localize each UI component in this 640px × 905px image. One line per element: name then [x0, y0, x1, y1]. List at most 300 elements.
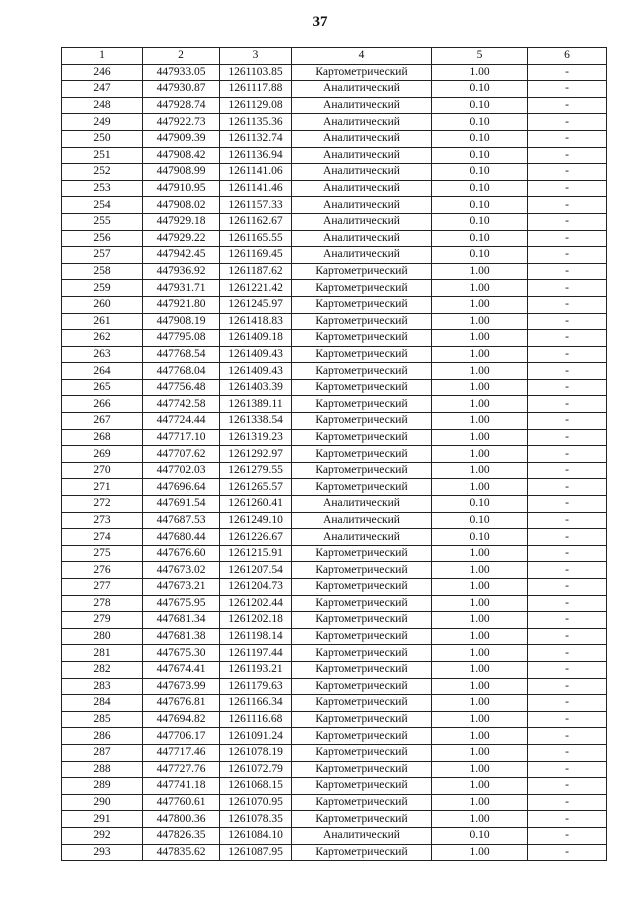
x-coordinate-cell: 447727.76 — [143, 761, 220, 778]
accuracy-cell: 1.00 — [432, 562, 528, 579]
accuracy-cell: 1.00 — [432, 678, 528, 695]
x-coordinate-cell: 447826.35 — [143, 827, 220, 844]
note-cell: - — [528, 263, 607, 280]
accuracy-cell: 1.00 — [432, 280, 528, 297]
y-coordinate-cell: 1261136.94 — [220, 147, 292, 164]
accuracy-cell: 1.00 — [432, 579, 528, 596]
accuracy-cell: 1.00 — [432, 661, 528, 678]
note-cell: - — [528, 213, 607, 230]
y-coordinate-cell: 1261198.14 — [220, 628, 292, 645]
method-cell: Картометрический — [292, 562, 432, 579]
accuracy-cell: 1.00 — [432, 778, 528, 795]
table-row — [62, 130, 607, 147]
point-number-cell: 279 — [62, 612, 143, 629]
x-coordinate-cell: 447742.58 — [143, 396, 220, 413]
point-number-cell: 250 — [62, 130, 143, 147]
accuracy-cell: 1.00 — [432, 761, 528, 778]
method-cell: Аналитический — [292, 147, 432, 164]
accuracy-cell: 0.10 — [432, 529, 528, 546]
table-row — [62, 413, 607, 430]
method-cell: Картометрический — [292, 761, 432, 778]
note-cell: - — [528, 778, 607, 795]
table-row — [62, 562, 607, 579]
table-row — [62, 313, 607, 330]
method-cell: Аналитический — [292, 130, 432, 147]
y-coordinate-cell: 1261162.67 — [220, 213, 292, 230]
table-header-row — [62, 48, 607, 65]
y-coordinate-cell: 1261389.11 — [220, 396, 292, 413]
accuracy-cell: 0.10 — [432, 230, 528, 247]
accuracy-cell: 1.00 — [432, 462, 528, 479]
x-coordinate-cell: 447931.71 — [143, 280, 220, 297]
note-cell: - — [528, 164, 607, 181]
table-row — [62, 363, 607, 380]
accuracy-cell: 1.00 — [432, 429, 528, 446]
column-header: 1 — [62, 48, 143, 65]
table-row — [62, 396, 607, 413]
table-row — [62, 545, 607, 562]
note-cell: - — [528, 579, 607, 596]
y-coordinate-cell: 1261129.08 — [220, 97, 292, 114]
y-coordinate-cell: 1261072.79 — [220, 761, 292, 778]
x-coordinate-cell: 447908.42 — [143, 147, 220, 164]
accuracy-cell: 0.10 — [432, 197, 528, 214]
method-cell: Картометрический — [292, 744, 432, 761]
y-coordinate-cell: 1261068.15 — [220, 778, 292, 795]
x-coordinate-cell: 447687.53 — [143, 512, 220, 529]
method-cell: Картометрический — [292, 678, 432, 695]
method-cell: Аналитический — [292, 529, 432, 546]
accuracy-cell: 1.00 — [432, 744, 528, 761]
accuracy-cell: 1.00 — [432, 545, 528, 562]
accuracy-cell: 1.00 — [432, 794, 528, 811]
point-number-cell: 281 — [62, 645, 143, 662]
y-coordinate-cell: 1261418.83 — [220, 313, 292, 330]
note-cell: - — [528, 562, 607, 579]
table-row — [62, 844, 607, 861]
method-cell: Картометрический — [292, 313, 432, 330]
table-row — [62, 711, 607, 728]
x-coordinate-cell: 447921.80 — [143, 296, 220, 313]
accuracy-cell: 0.10 — [432, 147, 528, 164]
table-row — [62, 744, 607, 761]
method-cell: Картометрический — [292, 346, 432, 363]
point-number-cell: 248 — [62, 97, 143, 114]
x-coordinate-cell: 447676.81 — [143, 695, 220, 712]
x-coordinate-cell: 447908.02 — [143, 197, 220, 214]
x-coordinate-cell: 447673.21 — [143, 579, 220, 596]
x-coordinate-cell: 447674.41 — [143, 661, 220, 678]
table-row — [62, 595, 607, 612]
table-row — [62, 778, 607, 795]
x-coordinate-cell: 447676.60 — [143, 545, 220, 562]
point-number-cell: 271 — [62, 479, 143, 496]
accuracy-cell: 1.00 — [432, 379, 528, 396]
method-cell: Картометрический — [292, 645, 432, 662]
x-coordinate-cell: 447673.99 — [143, 678, 220, 695]
table-row — [62, 247, 607, 264]
note-cell: - — [528, 197, 607, 214]
note-cell: - — [528, 313, 607, 330]
method-cell: Картометрический — [292, 379, 432, 396]
x-coordinate-cell: 447694.82 — [143, 711, 220, 728]
note-cell: - — [528, 728, 607, 745]
method-cell: Картометрический — [292, 64, 432, 81]
note-cell: - — [528, 744, 607, 761]
table-row — [62, 296, 607, 313]
x-coordinate-cell: 447930.87 — [143, 81, 220, 98]
y-coordinate-cell: 1261084.10 — [220, 827, 292, 844]
x-coordinate-cell: 447706.17 — [143, 728, 220, 745]
accuracy-cell: 1.00 — [432, 479, 528, 496]
x-coordinate-cell: 447681.34 — [143, 612, 220, 629]
point-number-cell: 266 — [62, 396, 143, 413]
method-cell: Аналитический — [292, 496, 432, 513]
note-cell: - — [528, 794, 607, 811]
x-coordinate-cell: 447691.54 — [143, 496, 220, 513]
method-cell: Картометрический — [292, 429, 432, 446]
y-coordinate-cell: 1261215.91 — [220, 545, 292, 562]
column-header: 4 — [292, 48, 432, 65]
accuracy-cell: 1.00 — [432, 728, 528, 745]
y-coordinate-cell: 1261141.06 — [220, 164, 292, 181]
table-row — [62, 794, 607, 811]
method-cell: Картометрический — [292, 661, 432, 678]
method-cell: Картометрический — [292, 446, 432, 463]
accuracy-cell: 0.10 — [432, 130, 528, 147]
accuracy-cell: 1.00 — [432, 396, 528, 413]
note-cell: - — [528, 147, 607, 164]
method-cell: Аналитический — [292, 827, 432, 844]
x-coordinate-cell: 447800.36 — [143, 811, 220, 828]
accuracy-cell: 1.00 — [432, 711, 528, 728]
note-cell: - — [528, 512, 607, 529]
method-cell: Картометрический — [292, 462, 432, 479]
point-number-cell: 292 — [62, 827, 143, 844]
x-coordinate-cell: 447741.18 — [143, 778, 220, 795]
method-cell: Картометрический — [292, 396, 432, 413]
point-number-cell: 283 — [62, 678, 143, 695]
table-row — [62, 529, 607, 546]
y-coordinate-cell: 1261132.74 — [220, 130, 292, 147]
x-coordinate-cell: 447908.99 — [143, 164, 220, 181]
page-number: 37 — [312, 14, 328, 30]
note-cell: - — [528, 446, 607, 463]
note-cell: - — [528, 379, 607, 396]
x-coordinate-cell: 447756.48 — [143, 379, 220, 396]
accuracy-cell: 1.00 — [432, 844, 528, 861]
table-row — [62, 330, 607, 347]
point-number-cell: 254 — [62, 197, 143, 214]
table-row — [62, 728, 607, 745]
x-coordinate-cell: 447835.62 — [143, 844, 220, 861]
point-number-cell: 273 — [62, 512, 143, 529]
method-cell: Картометрический — [292, 778, 432, 795]
note-cell: - — [528, 844, 607, 861]
method-cell: Картометрический — [292, 844, 432, 861]
x-coordinate-cell: 447929.22 — [143, 230, 220, 247]
column-header: 5 — [432, 48, 528, 65]
point-number-cell: 277 — [62, 579, 143, 596]
x-coordinate-cell: 447768.54 — [143, 346, 220, 363]
point-number-cell: 253 — [62, 180, 143, 197]
accuracy-cell: 1.00 — [432, 346, 528, 363]
coordinates-table — [61, 47, 607, 861]
table-row — [62, 379, 607, 396]
method-cell: Картометрический — [292, 330, 432, 347]
note-cell: - — [528, 97, 607, 114]
method-cell: Аналитический — [292, 97, 432, 114]
table-row — [62, 678, 607, 695]
accuracy-cell: 0.10 — [432, 180, 528, 197]
column-header: 6 — [528, 48, 607, 65]
x-coordinate-cell: 447928.74 — [143, 97, 220, 114]
note-cell: - — [528, 612, 607, 629]
table-row — [62, 147, 607, 164]
table-row — [62, 496, 607, 513]
method-cell: Картометрический — [292, 811, 432, 828]
accuracy-cell: 0.10 — [432, 114, 528, 131]
point-number-cell: 290 — [62, 794, 143, 811]
accuracy-cell: 1.00 — [432, 296, 528, 313]
method-cell: Аналитический — [292, 114, 432, 131]
method-cell: Картометрический — [292, 280, 432, 297]
table-row — [62, 761, 607, 778]
note-cell: - — [528, 811, 607, 828]
x-coordinate-cell: 447681.38 — [143, 628, 220, 645]
y-coordinate-cell: 1261197.44 — [220, 645, 292, 662]
point-number-cell: 262 — [62, 330, 143, 347]
method-cell: Картометрический — [292, 263, 432, 280]
y-coordinate-cell: 1261091.24 — [220, 728, 292, 745]
method-cell: Картометрический — [292, 479, 432, 496]
y-coordinate-cell: 1261245.97 — [220, 296, 292, 313]
method-cell: Аналитический — [292, 180, 432, 197]
note-cell: - — [528, 346, 607, 363]
note-cell: - — [528, 396, 607, 413]
point-number-cell: 256 — [62, 230, 143, 247]
x-coordinate-cell: 447922.73 — [143, 114, 220, 131]
point-number-cell: 264 — [62, 363, 143, 380]
table-row — [62, 197, 607, 214]
accuracy-cell: 1.00 — [432, 64, 528, 81]
point-number-cell: 274 — [62, 529, 143, 546]
note-cell: - — [528, 130, 607, 147]
point-number-cell: 282 — [62, 661, 143, 678]
x-coordinate-cell: 447675.30 — [143, 645, 220, 662]
method-cell: Аналитический — [292, 164, 432, 181]
accuracy-cell: 0.10 — [432, 97, 528, 114]
note-cell: - — [528, 81, 607, 98]
y-coordinate-cell: 1261221.42 — [220, 280, 292, 297]
table-row — [62, 661, 607, 678]
y-coordinate-cell: 1261292.97 — [220, 446, 292, 463]
method-cell: Аналитический — [292, 197, 432, 214]
point-number-cell: 249 — [62, 114, 143, 131]
accuracy-cell: 1.00 — [432, 645, 528, 662]
table-body — [62, 64, 607, 861]
table-row — [62, 628, 607, 645]
accuracy-cell: 1.00 — [432, 330, 528, 347]
point-number-cell: 269 — [62, 446, 143, 463]
method-cell: Аналитический — [292, 512, 432, 529]
point-number-cell: 255 — [62, 213, 143, 230]
table-row — [62, 612, 607, 629]
table-row — [62, 64, 607, 81]
y-coordinate-cell: 1261403.39 — [220, 379, 292, 396]
x-coordinate-cell: 447680.44 — [143, 529, 220, 546]
x-coordinate-cell: 447702.03 — [143, 462, 220, 479]
point-number-cell: 259 — [62, 280, 143, 297]
accuracy-cell: 1.00 — [432, 313, 528, 330]
point-number-cell: 257 — [62, 247, 143, 264]
method-cell: Аналитический — [292, 213, 432, 230]
x-coordinate-cell: 447760.61 — [143, 794, 220, 811]
note-cell: - — [528, 595, 607, 612]
note-cell: - — [528, 496, 607, 513]
y-coordinate-cell: 1261409.43 — [220, 346, 292, 363]
note-cell: - — [528, 827, 607, 844]
accuracy-cell: 1.00 — [432, 595, 528, 612]
y-coordinate-cell: 1261141.46 — [220, 180, 292, 197]
point-number-cell: 270 — [62, 462, 143, 479]
point-number-cell: 272 — [62, 496, 143, 513]
note-cell: - — [528, 761, 607, 778]
table-row — [62, 695, 607, 712]
note-cell: - — [528, 661, 607, 678]
table-row — [62, 213, 607, 230]
y-coordinate-cell: 1261187.62 — [220, 263, 292, 280]
point-number-cell: 284 — [62, 695, 143, 712]
table-row — [62, 81, 607, 98]
point-number-cell: 265 — [62, 379, 143, 396]
table-row — [62, 263, 607, 280]
y-coordinate-cell: 1261087.95 — [220, 844, 292, 861]
method-cell: Картометрический — [292, 695, 432, 712]
accuracy-cell: 0.10 — [432, 164, 528, 181]
note-cell: - — [528, 114, 607, 131]
method-cell: Картометрический — [292, 628, 432, 645]
accuracy-cell: 0.10 — [432, 827, 528, 844]
table-row — [62, 164, 607, 181]
x-coordinate-cell: 447942.45 — [143, 247, 220, 264]
table-row — [62, 97, 607, 114]
x-coordinate-cell: 447936.92 — [143, 263, 220, 280]
accuracy-cell: 1.00 — [432, 612, 528, 629]
x-coordinate-cell: 447717.46 — [143, 744, 220, 761]
y-coordinate-cell: 1261117.88 — [220, 81, 292, 98]
point-number-cell: 286 — [62, 728, 143, 745]
table-row — [62, 180, 607, 197]
x-coordinate-cell: 447717.10 — [143, 429, 220, 446]
point-number-cell: 263 — [62, 346, 143, 363]
point-number-cell: 258 — [62, 263, 143, 280]
x-coordinate-cell: 447768.04 — [143, 363, 220, 380]
table-row — [62, 512, 607, 529]
table-row — [62, 462, 607, 479]
y-coordinate-cell: 1261202.18 — [220, 612, 292, 629]
accuracy-cell: 0.10 — [432, 213, 528, 230]
point-number-cell: 252 — [62, 164, 143, 181]
method-cell: Аналитический — [292, 81, 432, 98]
x-coordinate-cell: 447675.95 — [143, 595, 220, 612]
y-coordinate-cell: 1261169.45 — [220, 247, 292, 264]
accuracy-cell: 0.10 — [432, 496, 528, 513]
x-coordinate-cell: 447795.08 — [143, 330, 220, 347]
column-header: 3 — [220, 48, 292, 65]
accuracy-cell: 1.00 — [432, 413, 528, 430]
point-number-cell: 261 — [62, 313, 143, 330]
table-row — [62, 346, 607, 363]
x-coordinate-cell: 447908.19 — [143, 313, 220, 330]
y-coordinate-cell: 1261078.35 — [220, 811, 292, 828]
table-row — [62, 645, 607, 662]
note-cell: - — [528, 479, 607, 496]
note-cell: - — [528, 330, 607, 347]
x-coordinate-cell: 447933.05 — [143, 64, 220, 81]
note-cell: - — [528, 645, 607, 662]
method-cell: Картометрический — [292, 296, 432, 313]
note-cell: - — [528, 247, 607, 264]
accuracy-cell: 1.00 — [432, 628, 528, 645]
note-cell: - — [528, 180, 607, 197]
x-coordinate-cell: 447910.95 — [143, 180, 220, 197]
y-coordinate-cell: 1261204.73 — [220, 579, 292, 596]
accuracy-cell: 1.00 — [432, 695, 528, 712]
y-coordinate-cell: 1261179.63 — [220, 678, 292, 695]
accuracy-cell: 1.00 — [432, 363, 528, 380]
y-coordinate-cell: 1261165.55 — [220, 230, 292, 247]
note-cell: - — [528, 529, 607, 546]
x-coordinate-cell: 447909.39 — [143, 130, 220, 147]
y-coordinate-cell: 1261103.85 — [220, 64, 292, 81]
table-row — [62, 579, 607, 596]
y-coordinate-cell: 1261116.68 — [220, 711, 292, 728]
y-coordinate-cell: 1261409.43 — [220, 363, 292, 380]
y-coordinate-cell: 1261157.33 — [220, 197, 292, 214]
y-coordinate-cell: 1261078.19 — [220, 744, 292, 761]
point-number-cell: 251 — [62, 147, 143, 164]
table-row — [62, 479, 607, 496]
method-cell: Аналитический — [292, 247, 432, 264]
accuracy-cell: 1.00 — [432, 811, 528, 828]
table-row — [62, 230, 607, 247]
x-coordinate-cell: 447724.44 — [143, 413, 220, 430]
accuracy-cell: 0.10 — [432, 512, 528, 529]
y-coordinate-cell: 1261202.44 — [220, 595, 292, 612]
y-coordinate-cell: 1261193.21 — [220, 661, 292, 678]
accuracy-cell: 0.10 — [432, 81, 528, 98]
x-coordinate-cell: 447696.64 — [143, 479, 220, 496]
y-coordinate-cell: 1261260.41 — [220, 496, 292, 513]
accuracy-cell: 1.00 — [432, 263, 528, 280]
note-cell: - — [528, 628, 607, 645]
method-cell: Картометрический — [292, 579, 432, 596]
method-cell: Картометрический — [292, 363, 432, 380]
accuracy-cell: 1.00 — [432, 446, 528, 463]
x-coordinate-cell: 447707.62 — [143, 446, 220, 463]
point-number-cell: 275 — [62, 545, 143, 562]
y-coordinate-cell: 1261265.57 — [220, 479, 292, 496]
note-cell: - — [528, 296, 607, 313]
method-cell: Картометрический — [292, 728, 432, 745]
point-number-cell: 278 — [62, 595, 143, 612]
table-row — [62, 827, 607, 844]
y-coordinate-cell: 1261338.54 — [220, 413, 292, 430]
y-coordinate-cell: 1261135.36 — [220, 114, 292, 131]
note-cell: - — [528, 462, 607, 479]
table-row — [62, 446, 607, 463]
